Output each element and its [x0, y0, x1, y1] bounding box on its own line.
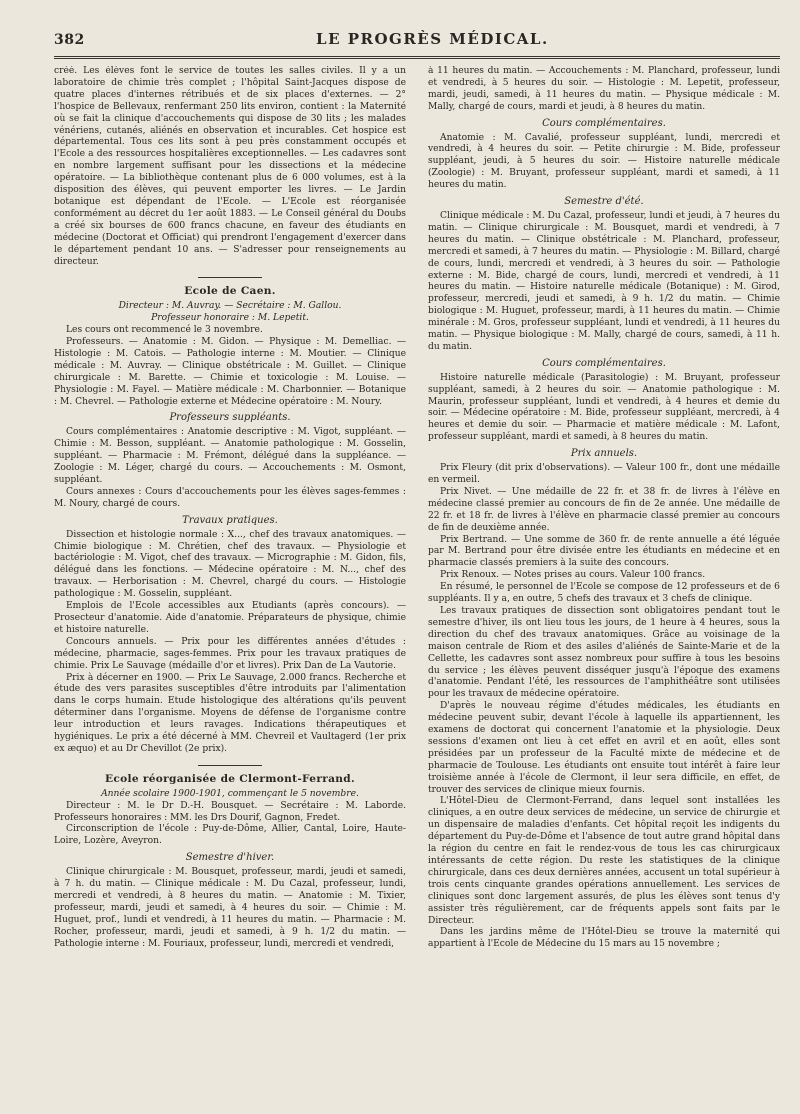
caen-rentree: Les cours ont recommencé le 3 novembre. — [66, 325, 263, 336]
right-column — [428, 66, 780, 1106]
clermont-complementaires-ete: Histoire naturelle médicale (Parasitologie) : M. Bruyant, professeur suppléant, samedi, à 2 heures du soir. — Anatomie pathologique : M. Maurin, professeur suppléant, lundi et vendredi, à 4 heures et demie du soir. — Médecine opératoire : M. Bide, professeur suppléant, mercredi, à 4 heures et demie du soir. — Pharmacie et matière médicale : M. Lafont, professeur suppléant, mardi et samedi, à 8 heures du matin. — [428, 372, 780, 443]
caen-honoraire: Professeur honoraire : M. Lepetit. — [151, 313, 309, 324]
caen-suppleants: Cours complémentaires : Anatomie descriptive : M. Vigot, suppléant. — Chimie : M. Besson, suppléant. — Anatomie pathologique : M. Gosselin, suppléant. — Pharmacie : M. Frémont, délégué dans la suppléance. — Zoologie : M. Léger, chargé du cours. — Accouchements : M. Osmont, suppléant. — [54, 427, 406, 485]
subsection-title-prix: Prix annuels. — [570, 448, 638, 460]
clermont-circonscription: Circonscription de l'école : Puy-de-Dôme, Allier, Cantal, Loire, Haute-Loire, Lozère, Aveyron. — [54, 824, 406, 847]
journal-title: LE PROGRÈS MÉDICAL. — [316, 30, 549, 48]
section-divider — [198, 277, 262, 278]
subsection-title-suppleants: Professeurs suppléants. — [169, 412, 291, 424]
regime-etudes: D'après le nouveau régime d'études médicales, les étudiants en médecine peuvent subir, devant l'école à laquelle ils appartiennent, les examens de doctorat qui concernent l'anatomie et la physiologie. Deux sessions d'examen ont lieu à cet effet en avril et en août, elles sont présidées par un professeur de la Faculté mixte de médecine et de pharmacie de Toulouse. Les étudiants ont ensuite tout intérêt à faire leur troisième année à l'école de Clermont, il leur sera difficile, en effet, de trouver des services de clinique mieux fournis. — [428, 701, 780, 795]
besancon-continuation: créé. Les élèves font le service de toutes les salles civiles. Il y a un laboratoire de chimie très complet ; l'hôpital Saint-Jacques dispose de quatre places d'internes rétribués et de six places d'externes. — 2° l'hospice de Bellevaux, renfermant 250 lits environ, contient : la Maternité où se fait la clinique d'accouchements qui dispose de 30 lits ; les malades vénériens, cutanés, aliénés en observation et incurables. Cet hospice est départemental. Tous ces lits sont à peu près constamment occupés et l'Ecole a des ressources hospitalières exceptionnelles. — Les cadavres sont en nombre largement suffisant pour les dissections et la médecine opératoire. — La bibliothèque contenant plus de 6 000 volumes, est à la disposition des élèves, qui peuvent emporter les livres. — Le Jardin botanique est dépendant de l'Ecole. — L'Ecole est réorganisée conformément au décret du 1er août 1883. — Le Conseil général du Doubs a créé six bourses de 600 francs chacune, en faveur des étudiants en médecine (Doctorat et Officiat) qui prendront l'engagement d'exercer dans le département pendant 10 ans. — S'adresser pour renseignements au directeur. — [54, 66, 406, 267]
clermont-hiver: Clinique chirurgicale : M. Bousquet, professeur, mardi, jeudi et samedi, à 7 h. du matin. — Clinique médicale : M. Du Cazal, professeur, lundi, mercredi et vendredi, à 8 heures du matin. — Anatomie : M. Tixier, professeur, mardi, jeudi et samedi, à 4 heures du soir. — Chimie : M. Huguet, prof., lundi et vendredi, à 11 heures du matin. — Pharmacie : M. Rocher, professeur, mardi, jeudi et samedi, à 9 h. 1/2 du matin. — Pathologie interne : M. Fouriaux, professeur, lundi, mercredi et vendredi, — [54, 867, 406, 949]
page-number: 382 — [54, 32, 85, 48]
section-title-caen: Ecole de Caen. — [184, 285, 276, 298]
clermont-complementaires-hiver: Anatomie : M. Cavalié, professeur suppléant, lundi, mercredi et vendredi, à 4 heures du soir. — Petite chirurgie : M. Bide, professeur suppléant, jeudi, à 5 heures du soir. — Histoire naturelle médicale (Zoologie) : M. Bruyant, professeur suppléant, mardi et samedi, à 11 heures du matin. — [428, 132, 780, 191]
caen-professeurs: Professeurs. — Anatomie : M. Gidon. — Physique : M. Demelliac. — Histologie : M. Catois. — Pathologie interne : M. Moutier. — Clinique médicale : M. Auvray. — Clinique obstétricale : M. Guillet. — Clinique chirurgicale : M. Barette. — Chimie et toxicologie : M. Louise. — Physiologie : M. Fayel. — Matière médicale : M. Charbonnier. — Botanique : M. Chevrel. — Pathologie externe et Médecine opératoire : M. Noury. — [54, 337, 406, 407]
subsection-title-ete: Semestre d'été. — [564, 196, 644, 208]
travaux-dissection: Les travaux pratiques de dissection sont obligatoires pendant tout le semestre d'hiver, ils ont lieu tous les jours, de 1 heure à 4 heures, sous la direction du chef des travaux anatomiques. Grâce au voisinage de la maison centrale de Riom et des asiles d'aliénés de Sainte-Marie et de la Cellette, les cadavres sont assez nombreux pour suffire à tous les besoins du service ; les élèves peuvent disséquer jusqu'à l'époque des examens d'anatomie. Pendant l'été, les ressources de l'amphithéâtre sont utilisées pour les travaux de médecine opératoire. — [428, 605, 780, 700]
subsection-title-travaux: Travaux pratiques. — [182, 514, 278, 526]
caen-direction: Directeur : M. Auvray. — Secrétaire : M. Gallou. — [118, 301, 342, 312]
caen-concours: Concours annuels. — Prix pour les différentes années d'études : médecine, pharmacie, sages-femmes. Prix pour les travaux pratiques de chimie. Prix Le Sauvage (médaille d'or et livres). Prix Dan de La Vautorie. — [54, 636, 406, 671]
subsection-title-complementaires-ete: Cours complémentaires. — [542, 357, 666, 369]
hotel-dieu: L'Hôtel-Dieu de Clermont-Ferrand, dans lequel sont installées les cliniques, a en outre deux services de médecine, un service de chirurgie et un dispensaire de maladies d'enfants. Cet hôpital reçoit les indigents du département du Puy-de-Dôme et l'absence de tout autre grand hôpital dans la région du centre en fait le rendez-vous de tous les cas chirurgicaux intéressants de cette région. Du reste les statistiques de la clinique chirurgicale, dans ces deux dernières années, accusent un total supérieur à trois cents cinquante grandes opérations annuellement. Les services de cliniques sont donc largement assurés, de plus les élèves sont tenus d'y assister très régulièrement, car de fréquents appels sont faits par le Directeur. — [428, 796, 780, 926]
caen-emplois: Emplois de l'Ecole accessibles aux Etudiants (après concours). — Prosecteur d'anatomie. Aide d'anatomie. Préparateurs de physique, chimie et histoire naturelle. — [54, 601, 406, 635]
clermont-hiver-continued: à 11 heures du matin. — Accouchements : M. Planchard, professeur, lundi et vendredi, à 5 heures du soir. — Histologie : M. Lepetit, professeur, mardi, jeudi, samedi, à 11 heures du matin. — Physique médicale : M. Mally, chargé de cours, mardi et jeudi, à 8 heures du matin. — [428, 66, 780, 112]
section-title-clermont: Ecole réorganisée de Clermont-Ferrand. — [105, 772, 355, 785]
prix-nivet: Prix Nivet. — Une médaille de 22 fr. et 38 fr. de livres à l'élève en médecine classé premier au concours de fin de 2e année. Une médaille de 22 fr. et 18 fr. de livres à l'élève en pharmacie classé premier au concours de fin de deuxième année. — [428, 486, 780, 533]
maternite: Dans les jardins même de l'Hôtel-Dieu se trouve la maternité qui appartient à l'Ecole de Médecine du 15 mars au 15 novembre ; — [428, 927, 780, 950]
section-divider — [198, 765, 262, 766]
prix-renoux: Prix Renoux. — Notes prises au cours. Valeur 100 francs. — [440, 570, 706, 581]
caen-travaux: Dissection et histologie normale : X..., chef des travaux anatomiques. — Chimie biologique : M. Chrétien, chef des travaux. — Physiologie et bactériologie : M. Vigot, chef des travaux. — Micrographie : M. Gidon, fils, délégué dans les fonctions. — Médecine opératoire : M. N..., chef des travaux. — Herborisation : M. Chevrel, chargé du cours. — Histologie pathologique : M. Gosselin, suppléant. — [54, 529, 406, 600]
left-column — [54, 66, 406, 1106]
clermont-annee: Année scolaire 1900-1901, commençant le 5 novembre. — [101, 788, 359, 799]
page-header — [54, 30, 780, 59]
subsection-title-complementaires: Cours complémentaires. — [542, 117, 666, 129]
clermont-direction: Directeur : M. le Dr D.-H. Bousquet. — Secrétaire : M. Laborde. Professeurs honoraires : MM. les Drs Dourif, Gagnon, Fredet. — [54, 800, 406, 823]
caen-cours-annexes: Cours annexes : Cours d'accouchements pour les élèves sages-femmes : M. Noury, chargé de cours. — [54, 486, 406, 509]
prix-fleury: Prix Fleury (dit prix d'observations). — Valeur 100 fr., dont une médaille en vermeil. — [428, 463, 780, 485]
text-columns — [54, 66, 780, 1106]
resume-personnel: En résumé, le personnel de l'Ecole se compose de 12 professeurs et de 6 suppléants. Il y a, en outre, 5 chefs des travaux et 3 chefs de clinique. — [428, 582, 780, 605]
subsection-title-hiver: Semestre d'hiver. — [185, 852, 275, 864]
caen-prix-1900: Prix à décerner en 1900. — Prix Le Sauvage, 2.000 francs. Recherche et étude des vers parasites susceptibles d'être introduits par l'alimentation dans le corps humain. Etude histologique des altérations qu'ils peuvent déterminer dans l'organisme. Moyens de défense de l'organisme contre leur introduction et leurs ravages. Indications thérapeutiques et hygiéniques. Le prix a été décerné à MM. Chevreil et Vaultagerd (1er prix ex æquo) et au Dr Chevillot (2e prix). — [54, 672, 406, 754]
clermont-ete: Clinique médicale : M. Du Cazal, professeur, lundi et jeudi, à 7 heures du matin. — Clinique chirurgicale : M. Bousquet, mardi et vendredi, à 7 heures du matin. — Clinique obstétricale : M. Planchard, professeur, mercredi et samedi, à 7 heures du matin. — Physiologie : M. Billard, chargé de cours, lundi, mercredi et vendredi, à 3 heures du soir. — Pathologie externe : M. Bide, chargé de cours, lundi, mercredi et vendredi, à 11 heures du matin. — Histoire naturelle médicale (Botanique) : M. Girod, professeur, mercredi, jeudi et samedi, à 9 h. 1/2 du matin. — Chimie biologique : M. Huguet, professeur, mardi, à 11 heures du matin. — Chimie minérale : M. Gros, professeur suppléant, lundi et vendredi, à 11 heures du matin. — Physique biologique : M. Mally, chargé de cours, samedi, à 11 h. du matin. — [428, 210, 780, 352]
prix-bertrand: Prix Bertrand. — Une somme de 360 fr. de rente annuelle a été léguée par M. Bertrand pour être divisée entre les étudiants en médecine et en pharmacie classés premiers à la suite des concours. — [428, 534, 780, 569]
